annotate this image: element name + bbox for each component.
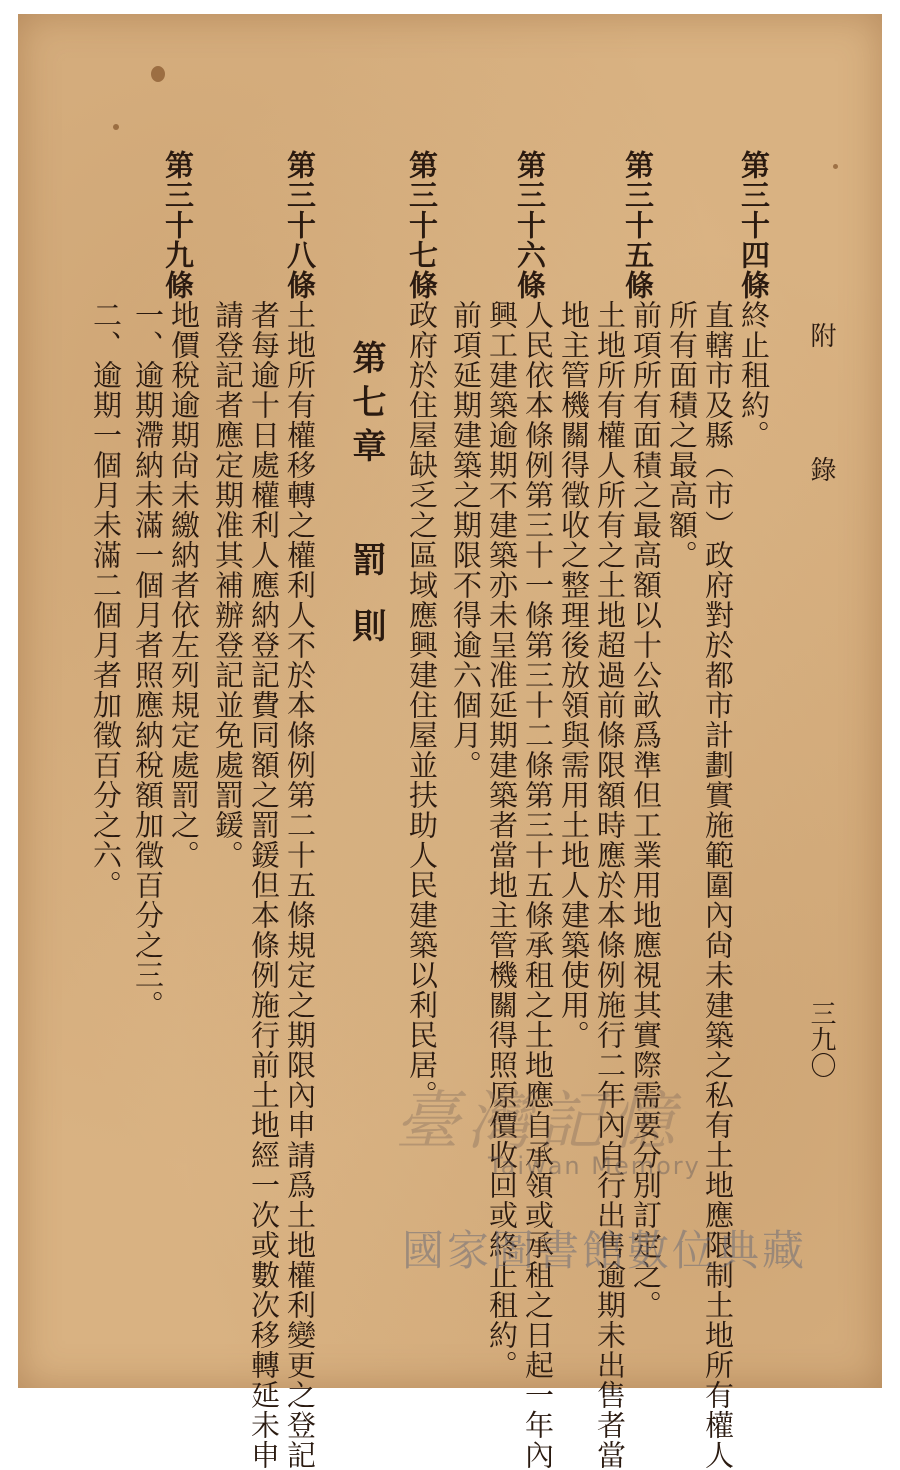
article-36-heading: 第三十六條 — [513, 150, 547, 300]
article-38-line-1: 土地所有權移轉之權利人不於本條例第二十五條規定之期限內申請爲土地權利變更之登記 — [283, 300, 317, 1470]
chapter-heading — [342, 340, 391, 652]
article-37-line-1: 政府於住屋缺乏之區域應興建住屋並扶助人民建築以利民居。 — [405, 300, 439, 1110]
article-34-heading: 第三十四條 — [737, 150, 771, 300]
article-34-line-3: 所有面積之最高額。 — [665, 300, 699, 570]
article-36-line-1: 人民依本條例第三十一條第三十二條第三十五條承租之土地應自承領或承租之日起一年內 — [521, 300, 555, 1470]
ink-stain — [151, 66, 165, 82]
article-36-line-2: 興工建築逾期不建築亦未呈准延期建築者當地主管機關得照原價收回或終止租約。 — [485, 300, 519, 1380]
chapter-number: 第七章 — [346, 340, 386, 472]
article-39-item-2: 二、逾期一個月未滿二個月者加徵百分之六。 — [89, 300, 123, 900]
article-35-line-1: 前項所有面積之最高額以十公畝爲準但工業用地應視其實際需要分別訂定之。 — [629, 300, 663, 1320]
ink-stain — [113, 124, 119, 130]
article-38-line-2: 者每逾十日處權利人應納登記費同額之罰鍰但本條例施行前土地經一次或數次移轉延未申 — [247, 300, 281, 1470]
article-37-heading: 第三十七條 — [405, 150, 439, 300]
article-39-item-1: 一、逾期滯納未滿一個月者照應納稅額加徵百分之三。 — [131, 300, 165, 1020]
article-39-heading: 第三十九條 — [161, 150, 195, 300]
watermark-english: Taiwan Memory — [488, 1152, 701, 1180]
watermark-title: 臺灣記憶 — [395, 1085, 683, 1159]
section-label: 附 錄 — [806, 322, 836, 533]
article-38-line-3: 請登記者應定期准其補辦登記並免處罰鍰。 — [211, 300, 245, 870]
article-35-line-2: 土地所有權人所有之土地超過前條限額時應於本條例施行二年內自行出售逾期未出售者當 — [593, 300, 627, 1470]
article-34-line-1: 終止租約。 — [737, 300, 771, 450]
chapter-title: 罰 則 — [346, 542, 386, 652]
article-34-line-2: 直轄市及縣（市）政府對於都市計劃實施範圍內尙未建築之私有土地應限制土地所有權人 — [701, 300, 735, 1470]
article-35-heading: 第三十五條 — [621, 150, 655, 300]
ink-stain — [833, 164, 838, 169]
page-number: 三九〇 — [806, 1000, 836, 1078]
article-35-line-3: 地主管機關得徵收之整理後放領與需用土地人建築使用。 — [557, 300, 591, 1050]
article-36-line-3: 前項延期建築之期限不得逾六個月。 — [449, 300, 483, 780]
watermark-collection: 國家圖書館數位典藏 — [402, 1226, 808, 1275]
article-39-line-1: 地價稅逾期尙未繳納者依左列規定處罰之。 — [167, 300, 201, 870]
article-38-heading: 第三十八條 — [283, 150, 317, 300]
